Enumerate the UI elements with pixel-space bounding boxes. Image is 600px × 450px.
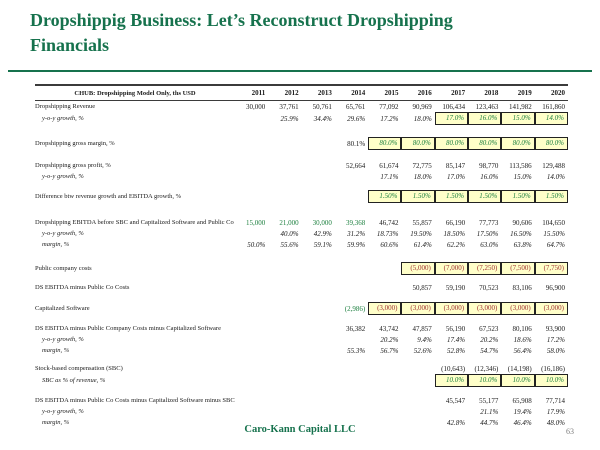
table-cell: 20.2% — [480, 335, 499, 344]
table-cell: 46,742 — [379, 218, 399, 227]
table-row — [35, 190, 568, 203]
assumption-cell: 1.50% — [401, 190, 434, 203]
table-cell: 18.50% — [443, 229, 466, 238]
assumption-cell: 1.50% — [501, 190, 534, 203]
table-cell: 46.4% — [513, 418, 532, 427]
row-label: SBC as % of revenue, % — [42, 377, 106, 384]
assumption-cell: 10.0% — [468, 374, 501, 387]
page-title — [30, 8, 570, 58]
table-cell: 80.1% — [347, 139, 366, 148]
table-cell: 45,547 — [445, 396, 466, 405]
table-cell: (12,346) — [474, 364, 499, 373]
table-cell: (2,986) — [344, 304, 366, 313]
table-cell: 80,106 — [512, 324, 532, 333]
assumption-cell: (7,500) — [501, 262, 534, 275]
table-cell: 129,488 — [542, 161, 565, 170]
table-cell: 67,523 — [479, 324, 499, 333]
year-header: 2016 — [417, 89, 432, 97]
table-cell: 18.0% — [413, 172, 432, 181]
year-header: 2013 — [317, 89, 332, 97]
table-cell: 52.6% — [413, 346, 432, 355]
table-row — [35, 302, 568, 315]
table-cell: 17.2% — [546, 335, 565, 344]
table-cell: 83,106 — [512, 283, 532, 292]
table-cell: 19.50% — [410, 229, 432, 238]
row-label: Capitalized Software — [35, 305, 90, 312]
table-cell: 19.4% — [513, 407, 532, 416]
table-cell: 58.0% — [546, 346, 565, 355]
row-label: Stock-based compensation (SBC) — [35, 365, 123, 372]
title-divider — [8, 70, 592, 72]
table-row — [35, 160, 568, 171]
assumption-cell: 1.50% — [368, 190, 401, 203]
table-cell: 65,761 — [345, 102, 366, 111]
row-label: DS EBITDA minus Public Company Costs minus Capitalized Software — [35, 325, 221, 332]
page-title-line1: Dropshippig Business: Let’s Reconstruct Dropshipping — [30, 10, 453, 30]
page-title-line2: Financials — [30, 35, 110, 55]
assumption-cell: (3,000) — [468, 302, 501, 315]
year-header: 2018 — [484, 89, 499, 97]
row-label: y-o-y growth, % — [42, 115, 84, 122]
table-cell: 30,000 — [312, 218, 332, 227]
year-header: 2017 — [451, 89, 466, 97]
table-row — [35, 395, 568, 406]
row-label: y-o-y growth, % — [42, 230, 84, 237]
table-cell: 40.0% — [280, 229, 299, 238]
table-row — [35, 217, 568, 228]
table-row — [35, 345, 568, 356]
table-cell: 96,900 — [545, 283, 565, 292]
row-label: DS EBITDA minus Public Co Costs — [35, 284, 130, 291]
table-cell: 15.50% — [543, 229, 565, 238]
table-cell: 17.50% — [476, 229, 499, 238]
table-cell: 63.8% — [513, 240, 532, 249]
table-cell: 90,969 — [412, 102, 432, 111]
year-header: 2014 — [351, 89, 366, 97]
table-cell: 61,674 — [379, 161, 399, 170]
table-cell: 34.4% — [313, 114, 332, 123]
table-cell: 52.8% — [447, 346, 466, 355]
table-cell: 50,761 — [312, 102, 332, 111]
table-cell: 50,857 — [412, 283, 432, 292]
assumption-cell: 10.0% — [535, 374, 568, 387]
row-label: Dropshipping Revenue — [35, 103, 96, 110]
row-label: Dropshipping gross profit, % — [35, 162, 111, 169]
row-label: margin, % — [42, 241, 70, 248]
row-label: Public company costs — [35, 265, 92, 272]
table-cell: 42.9% — [313, 229, 332, 238]
table-cell: 17.1% — [380, 172, 399, 181]
table-cell: 123,463 — [475, 102, 499, 111]
table-cell: 55,857 — [412, 218, 432, 227]
table-row — [35, 374, 568, 387]
table-row — [35, 323, 568, 334]
table-cell: 113,586 — [509, 161, 532, 170]
table-cell: 59.1% — [313, 240, 332, 249]
table-cell: 29.6% — [347, 114, 366, 123]
table-cell: 18.73% — [376, 229, 399, 238]
table-cell: 44.7% — [480, 418, 499, 427]
row-label: Difference btw revenue growth and EBITDA growth, % — [35, 193, 182, 200]
table-cell: 39,368 — [345, 218, 366, 227]
assumption-cell: 80.0% — [535, 137, 568, 150]
table-cell: 55.6% — [280, 240, 299, 249]
table-cell: 62.2% — [447, 240, 466, 249]
assumption-cell: 1.50% — [435, 190, 468, 203]
table-cell: 93,900 — [545, 324, 565, 333]
table-cell: 30,000 — [246, 102, 266, 111]
assumption-cell: 1.50% — [468, 190, 501, 203]
assumption-cell: (7,750) — [535, 262, 568, 275]
table-body — [35, 101, 568, 428]
table-cell: 9.4% — [417, 335, 432, 344]
assumption-cell: (3,000) — [535, 302, 568, 315]
row-label: Dropshipping EBITDA before SBC and Capitalized Software and Public Co — [35, 219, 234, 226]
table-cell: 14.0% — [546, 172, 565, 181]
year-header: 2012 — [284, 89, 299, 97]
table-cell: 16.0% — [480, 172, 499, 181]
year-header: 2020 — [550, 89, 565, 97]
row-label: y-o-y growth, % — [42, 408, 84, 415]
table-cell: 85,147 — [445, 161, 466, 170]
assumption-cell: 10.0% — [501, 374, 534, 387]
table-cell: 43,742 — [379, 324, 399, 333]
row-label: y-o-y growth, % — [42, 173, 84, 180]
table-cell: 161,860 — [542, 102, 565, 111]
assumption-cell: 16.0% — [468, 112, 501, 125]
table-cell: 17.4% — [447, 335, 466, 344]
table-cell: 77,773 — [479, 218, 499, 227]
table-cell: 56.4% — [513, 346, 532, 355]
table-cell: 141,982 — [508, 102, 532, 111]
table-cell: 37,761 — [279, 102, 299, 111]
table-cell: 64.7% — [546, 240, 565, 249]
year-header: 2019 — [517, 89, 532, 97]
assumption-cell: 14.0% — [535, 112, 568, 125]
table-cell: 52,664 — [345, 161, 366, 170]
assumption-cell: 10.0% — [435, 374, 468, 387]
table-cell: 60.6% — [380, 240, 399, 249]
footer-company: Caro-Kann Capital LLC — [244, 424, 356, 435]
table-cell: 17.0% — [447, 172, 466, 181]
assumption-cell: (5,000) — [401, 262, 434, 275]
table-cell: 48.0% — [546, 418, 565, 427]
table-cell: 17.2% — [380, 114, 399, 123]
table-cell: 106,434 — [442, 102, 466, 111]
table-cell: 18.0% — [413, 114, 432, 123]
table-row — [35, 137, 568, 150]
table-cell: 15.0% — [513, 172, 532, 181]
table-row — [35, 112, 568, 125]
table-row — [35, 363, 568, 374]
financial-table — [35, 84, 568, 428]
table-cell: 18.6% — [513, 335, 532, 344]
table-cell: 55,177 — [479, 396, 499, 405]
assumption-cell: 80.0% — [368, 137, 401, 150]
assumption-cell: (3,000) — [401, 302, 434, 315]
table-row — [35, 282, 568, 293]
row-label: margin, % — [42, 347, 70, 354]
table-cell: 55.3% — [347, 346, 366, 355]
assumption-cell: 1.50% — [535, 190, 568, 203]
table-row — [35, 334, 568, 345]
table-row — [35, 171, 568, 182]
assumption-cell: 80.0% — [501, 137, 534, 150]
table-cell: (10,643) — [441, 364, 466, 373]
table-cell: 21,000 — [279, 218, 299, 227]
table-cell: 47,857 — [412, 324, 432, 333]
row-label: margin, % — [42, 419, 70, 426]
table-cell: 77,714 — [545, 396, 565, 405]
table-row — [35, 406, 568, 417]
row-label: DS EBITDA minus Public Co Costs minus Capitalized Software minus SBC — [35, 397, 235, 404]
table-row — [35, 262, 568, 275]
table-cell: 20.2% — [380, 335, 399, 344]
assumption-cell: 15.0% — [501, 112, 534, 125]
table-title: CHUB: Dropshipping Model Only, ths USD — [74, 89, 196, 97]
table-cell: 65,908 — [512, 396, 532, 405]
table-cell: 56,190 — [445, 324, 466, 333]
table-cell: 66,190 — [445, 218, 466, 227]
assumption-cell: (3,000) — [435, 302, 468, 315]
table-cell: 17.9% — [546, 407, 565, 416]
table-cell: 59.9% — [347, 240, 366, 249]
table-cell: 63.0% — [480, 240, 499, 249]
table-cell: 56.7% — [380, 346, 399, 355]
assumption-cell: 80.0% — [435, 137, 468, 150]
table-cell: 104,650 — [542, 218, 565, 227]
table-cell: 25.9% — [280, 114, 299, 123]
table-header — [35, 84, 568, 101]
table-cell: 59,190 — [445, 283, 466, 292]
assumption-cell: 80.0% — [401, 137, 434, 150]
year-header: 2015 — [384, 89, 399, 97]
table-cell: 77,092 — [379, 102, 399, 111]
table-cell: (16,186) — [541, 364, 565, 373]
table-cell: 72,775 — [412, 161, 432, 170]
assumption-cell: (7,000) — [435, 262, 468, 275]
table-cell: 98,770 — [479, 161, 499, 170]
assumption-cell: (3,000) — [501, 302, 534, 315]
table-cell: 42.8% — [447, 418, 466, 427]
table-cell: 90,606 — [512, 218, 532, 227]
row-label: y-o-y growth, % — [42, 336, 84, 343]
table-cell: (14,198) — [507, 364, 532, 373]
table-cell: 15,000 — [246, 218, 266, 227]
table-cell: 70,523 — [479, 283, 499, 292]
table-row — [35, 228, 568, 239]
table-cell: 61.4% — [413, 240, 432, 249]
assumption-cell: 80.0% — [468, 137, 501, 150]
table-row — [35, 101, 568, 112]
table-cell: 21.1% — [480, 407, 499, 416]
row-label: Dropshipping gross margin, % — [35, 140, 115, 147]
year-header: 2011 — [251, 89, 266, 97]
assumption-cell: 17.0% — [435, 112, 468, 125]
page-number: 63 — [566, 427, 574, 436]
table-cell: 36,382 — [345, 324, 366, 333]
assumption-cell: (3,000) — [368, 302, 401, 315]
table-cell: 16.50% — [510, 229, 532, 238]
table-row — [35, 239, 568, 250]
assumption-cell: (7,250) — [468, 262, 501, 275]
table-cell: 50.0% — [247, 240, 266, 249]
table-cell: 54.7% — [480, 346, 499, 355]
table-cell: 31.2% — [347, 229, 366, 238]
